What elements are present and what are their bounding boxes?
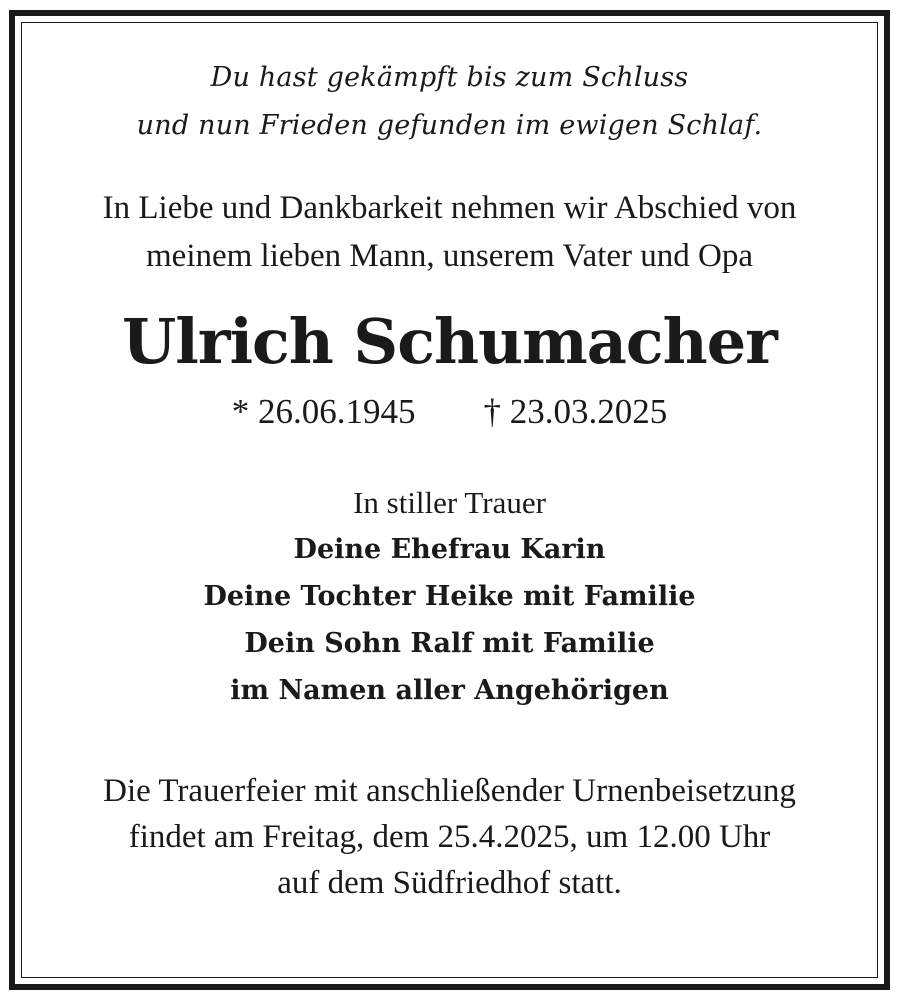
- farewell-intro: [15, 184, 884, 280]
- verse-line-2: und nun Frieden gefunden im ewigen Schlaf.: [136, 110, 763, 141]
- mourner-line-2: Deine Tochter Heike mit Familie: [203, 581, 696, 612]
- verse-block: [15, 54, 884, 150]
- funeral-service-info: [15, 768, 884, 906]
- life-dates: [15, 388, 884, 436]
- mourner-line-3: Dein Sohn Ralf mit Familie: [244, 628, 655, 659]
- deceased-name: Ulrich Schumacher: [122, 305, 777, 378]
- verse-line-1: Du hast gekämpft bis zum Schluss: [210, 62, 689, 93]
- service-line-2: findet am Freitag, dem 25.4.2025, um 12.00 Uhr: [128, 819, 771, 855]
- intro-line-1: In Liebe und Dankbarkeit nehmen wir Abschied von: [102, 190, 797, 226]
- obituary-content: [15, 16, 884, 906]
- service-line-1: Die Trauerfeier mit anschließender Urnenbeisetzung: [103, 773, 796, 809]
- mourning-intro: In stiller Trauer: [353, 485, 546, 520]
- mourner-line-4: im Namen aller Angehörigen: [230, 675, 669, 706]
- service-line-3: auf dem Südfriedhof statt.: [277, 865, 622, 901]
- birth-date: * 26.06.1945: [231, 392, 416, 431]
- mourner-line-1: Deine Ehefrau Karin: [293, 534, 606, 565]
- intro-line-2: meinem lieben Mann, unserem Vater und Opa: [146, 238, 753, 274]
- obituary-frame: [9, 10, 890, 990]
- death-date: † 23.03.2025: [483, 392, 668, 431]
- mourners-list: [15, 526, 884, 714]
